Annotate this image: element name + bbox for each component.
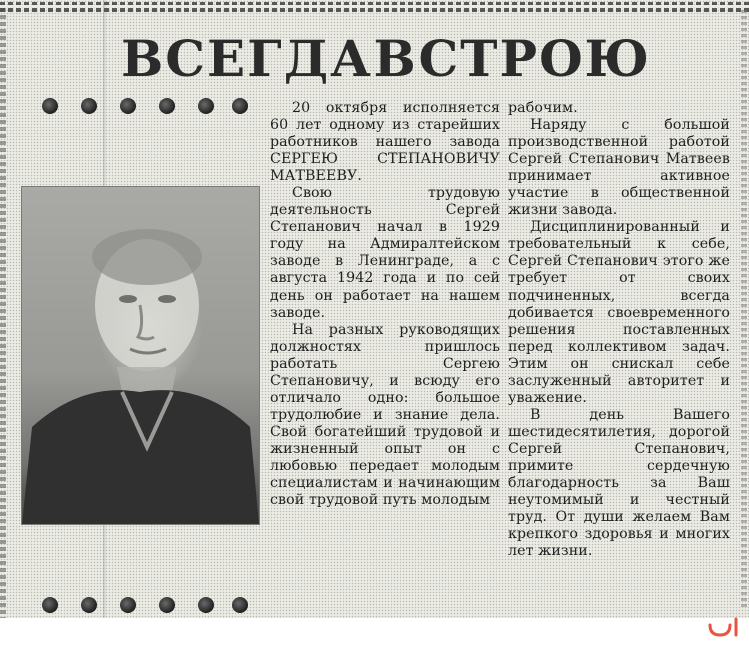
paragraph: В день Вашего шестидесятилетия, дорогой Сергей Степанович, примите сердечную благодарность за Ваш неутомимый и честный труд. От души желаем Вам крепкого здоровья и многих лет жизни. bbox=[508, 406, 730, 560]
portrait-silhouette-icon bbox=[22, 187, 259, 524]
dot-ornament-icon bbox=[42, 98, 58, 114]
headline-word: В bbox=[373, 28, 418, 88]
top-decorative-border bbox=[0, 2, 749, 12]
article-column-1 bbox=[270, 100, 500, 509]
right-decorative-border bbox=[741, 10, 747, 610]
paragraph: Свою трудовую деятельность Сергей Степанович начал в 1929 году на Адмиралтейском заводе в Ленинграде, а с августа 1942 года и по сей день он работает на нашем заводе. bbox=[270, 185, 500, 321]
dot-ornament-icon bbox=[81, 98, 97, 114]
paragraph: Дисциплинированный и требовательный к себе, Сергей Степанович этого же требует от своих подчиненных, всегда добивается своевременного решения поставленных перед коллективом задач. Этим он снискал себе заслуженный авторитет и уважение. bbox=[508, 219, 730, 406]
headline bbox=[121, 28, 651, 88]
paragraph: рабочим. bbox=[508, 100, 578, 116]
paragraph: На разных руководящих должностях пришлось работать Сергею Степановичу, и всюду его отличало одно: большое трудолюбие и знание дела. Свой богатейший трудовой и жизненный опыт он с любовью передает молодым специалистам и начинающим свой трудовой путь молодым bbox=[270, 321, 500, 509]
dot-ornament-icon bbox=[198, 98, 214, 114]
watermark-logo-icon bbox=[706, 617, 740, 639]
paragraph: Наряду с большой производственной работой Сергей Степанович Матвеев принимает активное участие в общественной жизни завода. bbox=[508, 117, 730, 219]
portrait-photo bbox=[21, 186, 260, 525]
dot-ornament-icon bbox=[159, 597, 175, 613]
paragraph: 20 октября исполняется 60 лет одному из старейших работников нашего завода СЕРГЕЮ СТЕПАНОВИЧУ МАТВЕЕВУ. bbox=[270, 100, 500, 185]
dot-ornament-icon bbox=[42, 597, 58, 613]
dot-ornament-icon bbox=[81, 597, 97, 613]
dot-ornament-icon bbox=[198, 597, 214, 613]
dot-ornament-icon bbox=[159, 98, 175, 114]
top-dot-ornament bbox=[36, 96, 261, 116]
dot-ornament-icon bbox=[232, 98, 248, 114]
left-decorative-border bbox=[0, 8, 6, 618]
dot-ornament-icon bbox=[232, 597, 248, 613]
dot-ornament-icon bbox=[120, 98, 136, 114]
headline-word: СТРОЮ bbox=[418, 28, 651, 88]
headline-word: ВСЕГДА bbox=[121, 28, 373, 88]
article-column-2 bbox=[508, 100, 730, 560]
dot-ornament-icon bbox=[120, 597, 136, 613]
bottom-dot-ornament bbox=[36, 595, 261, 615]
